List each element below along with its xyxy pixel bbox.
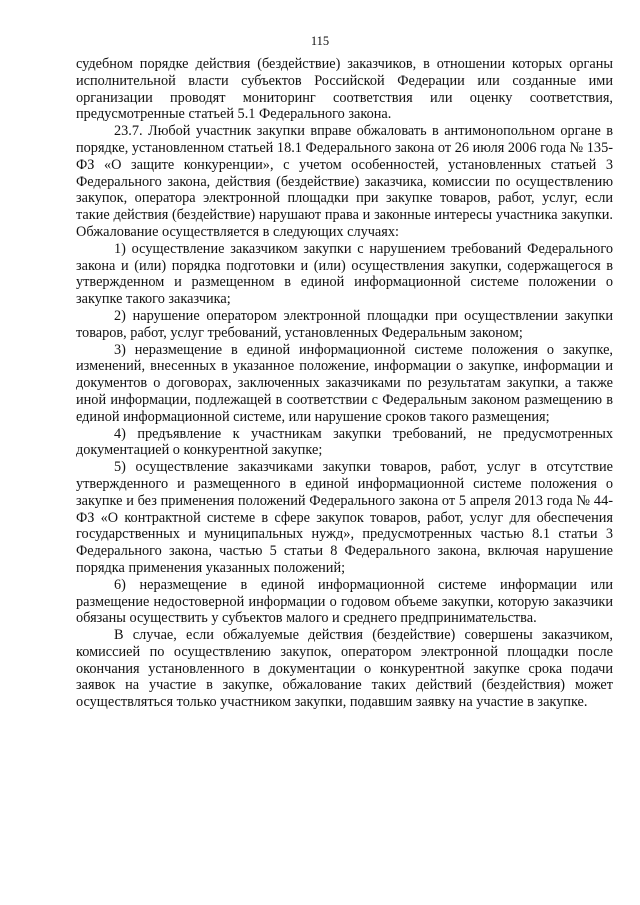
paragraph-item-4: 4) предъявление к участникам закупки требований, не предусмотренных документацией о конкурентной закупке; xyxy=(76,425,613,459)
paragraph-item-5: 5) осуществление заказчиками закупки товаров, работ, услуг в отсутствие утвержденного и размещенного в единой информационной системе положения о закупке и без применения положений Федерального закона от 5 апреля 2013 года № 44-ФЗ «О контрактной системе в сфере закупок товаров, работ, услуг для обеспечения государственных и муниципальных нужд», предусмотренных частью 8.1 статьи 3 Федерального закона, частью 5 статьи 8 Федерального закона, включая нарушение порядка применения указанных положений; xyxy=(76,459,613,576)
paragraph-item-2: 2) нарушение оператором электронной площадки при осуществлении закупки товаров, работ, услуг требований, установленных Федеральным законом; xyxy=(76,307,613,341)
paragraph-section-23-7: 23.7. Любой участник закупки вправе обжаловать в антимонопольном органе в порядке, установленном статьей 18.1 Федерального закона от 26 июля 2006 года № 135-ФЗ «О защите конкуренции», с учетом особенностей, установленных статьей 3 Федерального закона, действия (бездействие) заказчика, комиссии по осуществлению закупок, оператора электронной площадки при закупке товаров, работ, услуг, если такие действия (бездействие) нарушают права и законные интересы участника закупки. Обжалование осуществляется в следующих случаях: xyxy=(76,123,613,240)
document-body xyxy=(76,56,613,711)
paragraph-item-1: 1) осуществление заказчиком закупки с нарушением требований Федерального закона и (или) порядка подготовки и (или) осуществления закупки, содержащегося в утвержденном и размещенном в единой информационной системе положении о закупке такого заказчика; xyxy=(76,240,613,308)
paragraph-item-6: 6) неразмещение в единой информационной системе информации или размещение недостоверной информации о годовом объеме закупки, которую заказчики обязаны осуществить у субъектов малого и среднего предпринимательства. xyxy=(76,576,613,627)
paragraph-item-3: 3) неразмещение в единой информационной системе положения о закупке, изменений, внесенных в указанное положение, информации о закупке, информации и документов о договорах, заключенных заказчиками по результатам закупки, а также иной информации, подлежащей в соответствии с Федеральным законом размещению в единой информационной системе, или нарушение сроков такого размещения; xyxy=(76,341,613,425)
paragraph-final: В случае, если обжалуемые действия (бездействие) совершены заказчиком, комиссией по осуществлению закупок, оператором электронной площадки после окончания установленного в документации о конкурентной закупке срока подачи заявок на участие в закупке, обжалование таких действий (бездействия) может осуществляться только участником закупки, подавшим заявку на участие в закупке. xyxy=(76,627,613,711)
page-number: 115 xyxy=(310,34,330,48)
paragraph-continuation: судебном порядке действия (бездействие) заказчиков, в отношении которых органы исполнительной власти субъектов Российской Федерации или созданные ими организации проводят мониторинг соответствия или оценку соответствия, предусмотренные статьей 5.1 Федерального закона. xyxy=(76,56,613,123)
